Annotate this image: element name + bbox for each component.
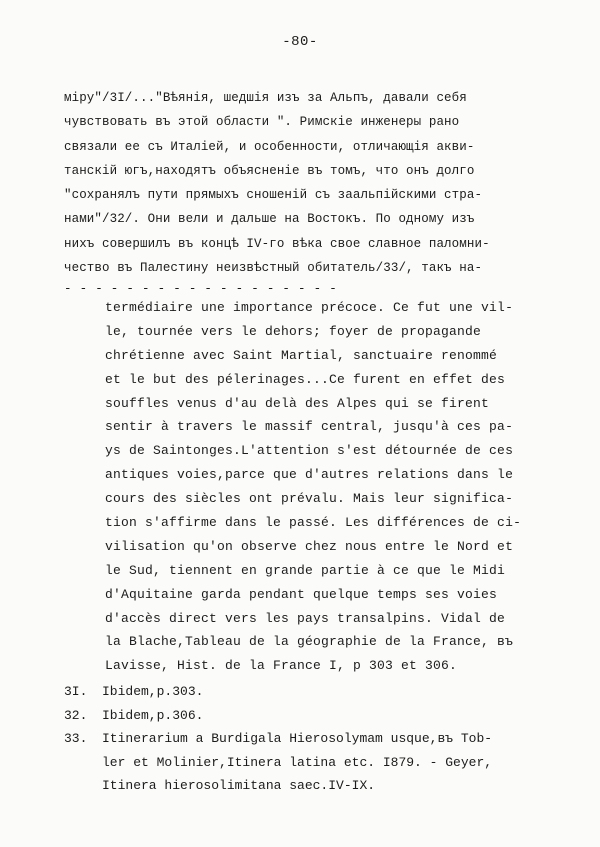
quotation-line: souffles venus d'au delà des Alpes qui se firent bbox=[105, 395, 490, 411]
main-text bbox=[64, 86, 544, 280]
quotation-line: cours des siècles ont prévalu. Mais leur significa- bbox=[105, 491, 514, 507]
footnote-text: Ibidem,p.303. bbox=[102, 684, 204, 699]
main-text-line: чество въ Палестину неизвѣстный обитатель/33/, такъ на- bbox=[64, 261, 483, 276]
footnote-33-continuation: Itinera hierosolimitana saec.IV-IX. bbox=[102, 778, 376, 793]
footnote-separator: - - - - - - - - - - - - - - - - - - bbox=[64, 282, 338, 296]
main-text-line: танскій югъ,находятъ объясненіе въ томъ, что онъ долго bbox=[64, 163, 475, 178]
quotation-line: sentir à travers le massif central, jusqu'à ces pa- bbox=[105, 419, 514, 435]
quotation-line: vilisation qu'on observe chez nous entre le Nord et bbox=[105, 538, 514, 554]
quotation-line: termédiaire une importance précoce. Ce fut une vil- bbox=[105, 300, 514, 315]
footnote-number: 3I. bbox=[64, 684, 88, 699]
quotation-line: Lavisse, Hist. de la France I, p 303 et 306. bbox=[105, 658, 458, 674]
footnote-text: Itinerarium a Burdigala Hierosolymam usque,въ Tob- bbox=[102, 731, 493, 746]
quotation-line: la Blache,Tableau de la géographie de la France, въ bbox=[105, 634, 514, 650]
footnote-text: Ibidem,p.306. bbox=[102, 707, 204, 723]
footnote-number: 33. bbox=[64, 731, 88, 746]
quotation-line: d'Aquitaine garda pendant quelque temps ses voies bbox=[105, 586, 498, 602]
french-quotation bbox=[105, 296, 545, 678]
footnote-number: 32. bbox=[64, 707, 88, 723]
quotation-line: tion s'affirme dans le passé. Les différences de ci- bbox=[105, 515, 522, 531]
main-text-line: нами"/32/. Они вели и дальше на Востокъ. По одному изъ bbox=[64, 212, 475, 227]
footnote-33 bbox=[64, 727, 544, 751]
quotation-line: d'accès direct vers les pays transalpins. Vidal de bbox=[105, 610, 506, 626]
main-text-line: нихъ совершилъ въ концѣ IV-го вѣка свое славное паломни- bbox=[64, 236, 490, 251]
quotation-line: ys de Saintonges.L'attention s'est détournée de ces bbox=[105, 443, 514, 459]
quotation-line: antiques voies,parce que d'autres relations dans le bbox=[105, 467, 514, 483]
footnote-31 bbox=[64, 680, 544, 704]
quotation-line: chrétienne avec Saint Martial, sanctuaire renommé bbox=[105, 347, 498, 363]
quotation-line: le Sud, tiennent en grande partie à ce que le Midi bbox=[105, 562, 506, 578]
main-text-line: "сохранялъ пути прямыхъ сношеній съ заальпійскими стра- bbox=[64, 188, 483, 203]
quotation-line: le, tournée vers le dehors; foyer de propagande bbox=[105, 323, 482, 339]
quotation-line: et le but des pélerinages...Ce furent en effet des bbox=[105, 371, 506, 387]
footnote-32 bbox=[64, 704, 544, 728]
main-text-line: чувствовать въ этой области ". Римскіе инженеры рано bbox=[64, 115, 460, 130]
main-text-line: міру"/3I/..."Вѣянія, шедшія изъ за Альпъ, давали себя bbox=[64, 91, 467, 105]
footnote-33-continuation: ler et Molinier,Itinera latina etc. I879. - Geyer, bbox=[102, 754, 493, 770]
footnotes bbox=[64, 680, 544, 798]
page-number: -80- bbox=[282, 34, 318, 50]
main-text-line: связали ее съ Италіей, и особенности, отличающія акви- bbox=[64, 139, 475, 154]
